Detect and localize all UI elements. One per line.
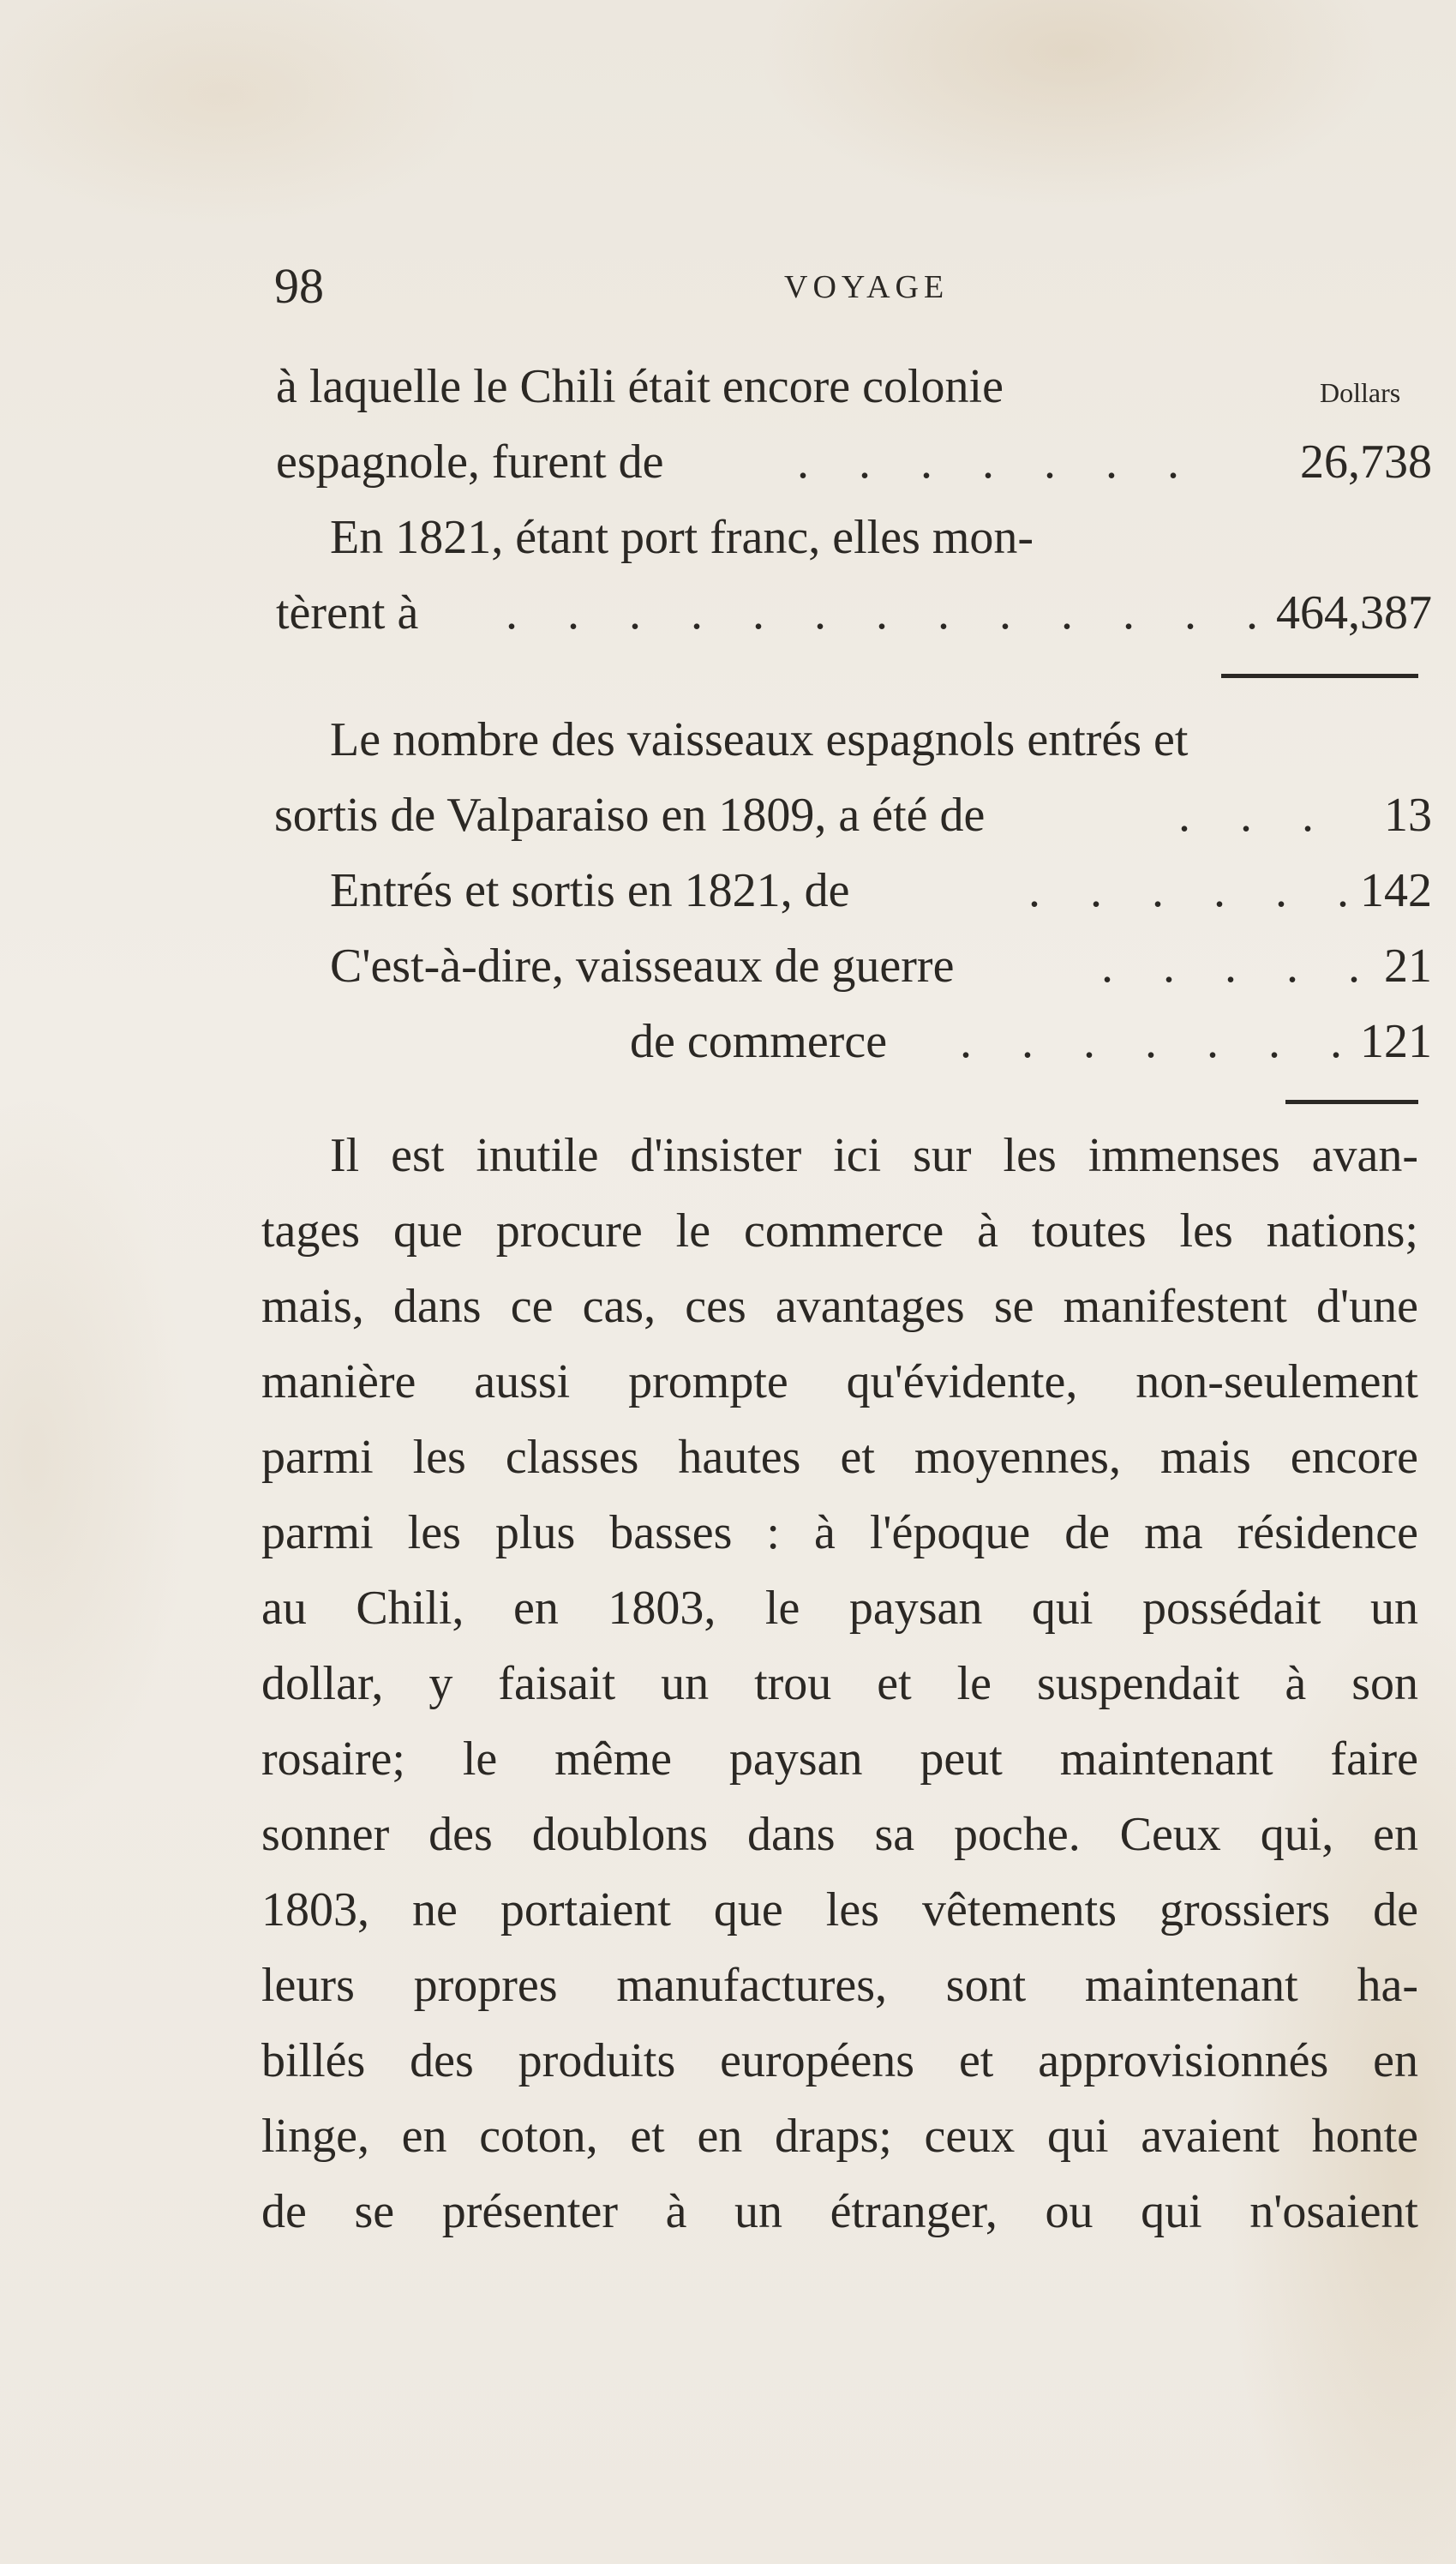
paragraph-line: sonner des doublons dans sa poche. Ceux qui, en (261, 1808, 1418, 1861)
row-text: C'est-à-dire, vaisseaux de guerre (330, 940, 955, 993)
paragraph-line: manière aussi prompte qu'évidente, non-seulement (261, 1355, 1418, 1408)
paragraph-line: parmi les plus basses : à l'époque de ma résidence (261, 1506, 1418, 1559)
running-title: VOYAGE (784, 269, 950, 305)
row-value: 13 (1384, 789, 1432, 842)
row-value: 464,387 (1276, 586, 1432, 639)
unit-label: Dollars (1320, 377, 1401, 408)
paragraph-line: billés des produits européens et approvisionnés en (261, 2034, 1418, 2087)
paragraph-line: au Chili, en 1803, le paysan qui possédait un (261, 1582, 1418, 1635)
divider-rule (1285, 1100, 1418, 1104)
paragraph-line: 1803, ne portaient que les vêtements grossiers de (261, 1883, 1418, 1937)
paragraph-line: leurs propres manufactures, sont maintenant ha- (261, 1959, 1418, 2012)
row-value: 121 (1360, 1015, 1432, 1068)
paragraph-line: Il est inutile d'insister ici sur les immenses avan- (330, 1129, 1418, 1182)
paragraph-line: dollar, y faisait un trou et le suspendait à son (261, 1657, 1418, 1710)
leader-dots: . . . . . . . . . . . . . (506, 586, 1277, 639)
leader-dots: . . . . . . (1028, 864, 1368, 917)
leader-dots: . . . (1178, 789, 1333, 842)
row-text: espagnole, furent de (276, 435, 664, 489)
paragraph-line: de se présenter à un étranger, ou qui n'osaient (261, 2185, 1418, 2238)
row-value: 21 (1384, 940, 1432, 993)
paragraph-line: tages que procure le commerce à toutes les nations; (261, 1204, 1418, 1258)
paragraph-line: rosaire; le même paysan peut maintenant faire (261, 1732, 1418, 1786)
row-text: tèrent à (276, 586, 419, 639)
paragraph-line: mais, dans ce cas, ces avantages se manifestent d'une (261, 1280, 1418, 1333)
divider-rule (1221, 674, 1418, 678)
row-text: Entrés et sortis en 1821, de (330, 864, 850, 917)
row-value: 26,738 (1300, 435, 1432, 489)
row-value: 142 (1360, 864, 1432, 917)
row-text: Le nombre des vaisseaux espagnols entrés et (330, 713, 1189, 766)
row-text: sortis de Valparaiso en 1809, a été de (274, 789, 986, 842)
paragraph-line: parmi les classes hautes et moyennes, mais encore (261, 1431, 1418, 1484)
leader-dots: . . . . . (1101, 940, 1379, 993)
paragraph-line: linge, en coton, et en draps; ceux qui avaient honte (261, 2110, 1418, 2163)
leader-dots: . . . . . . . (797, 435, 1198, 489)
row-text: à laquelle le Chili était encore colonie (276, 360, 1004, 413)
leader-dots: . . . . . . . (960, 1015, 1361, 1068)
row-text: de commerce (630, 1015, 888, 1068)
page-number: 98 (274, 258, 324, 314)
row-text: En 1821, étant port franc, elles mon- (330, 511, 1034, 564)
